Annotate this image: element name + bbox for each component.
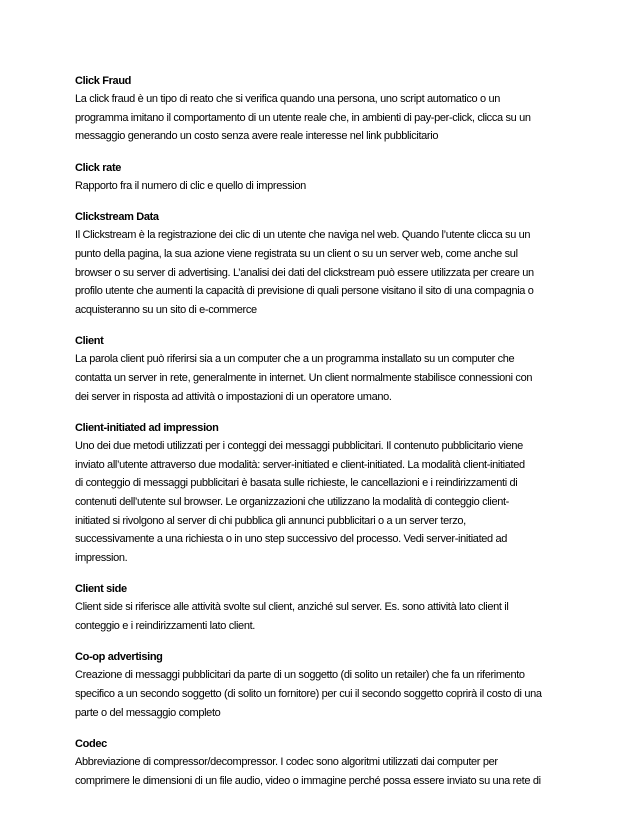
definition-line: profilo utente che aumenti la capacità di previsione di quali persone visitano il sito di una compagnia o (75, 285, 534, 298)
definition-line: Rapporto fra il numero di clic e quello di impression (75, 179, 306, 192)
term-definition (75, 753, 563, 790)
definition-line: conteggio e i reindirizzamenti lato client. (75, 619, 255, 632)
glossary-page (75, 72, 563, 803)
definition-line: messaggio generando un costo senza avere reale interesse nel link pubblicitario (75, 130, 439, 143)
definition-line: dei server in risposta ad attività o impostazioni di un operatore umano. (75, 390, 392, 403)
definition-line: successivamente a una richiesta o in uno step successivo del processo. Vedi server-initiated ad (75, 533, 508, 546)
entry-client-initiated-ad-impression (75, 419, 563, 567)
definition-line: punto della pagina, la sua azione viene registrata su un client o su un server web, come anche sul (75, 247, 518, 260)
definition-line: specifico a un secondo soggetto (di solito un fornitore) per cui il secondo soggetto coprirà il costo di una (75, 688, 542, 701)
definition-line: parte o del messaggio completo (75, 706, 221, 719)
term-heading: Click Fraud (75, 75, 132, 87)
entry-codec (75, 735, 563, 790)
definition-line: La parola client può riferirsi sia a un computer che a un programma installato su un computer che (75, 353, 515, 366)
entry-click-rate (75, 159, 563, 196)
definition-line: acquisteranno su un sito di e-commerce (75, 303, 257, 316)
definition-line: contenuti dell’utente sul browser. Le organizzazioni che utilizzano la modalità di conteggio client- (75, 495, 509, 508)
term-definition (75, 598, 563, 635)
definition-line: Il Clickstream è la registrazione dei clic di un utente che naviga nel web. Quando l’utente clicca su un (75, 229, 531, 242)
definition-line: contatta un server in rete, generalmente in internet. Un client normalmente stabilisce connessioni con (75, 371, 533, 384)
definition-line: Client side si riferisce alle attività svolte sul client, anziché sul server. Es. sono attività lato client il (75, 601, 509, 614)
definition-line: initiated si rivolgono al server di chi pubblica gli annunci pubblicitari o a un server terzo, (75, 514, 466, 527)
definition-line: impression. (75, 551, 128, 564)
term-definition (75, 90, 563, 146)
definition-line: comprimere le dimensioni di un file audio, video o immagine perché possa essere inviato su una rete di (75, 774, 541, 787)
entry-co-op-advertising (75, 648, 563, 722)
entry-clickstream-data (75, 208, 563, 319)
definition-line: programma imitano il comportamento di un utente reale che, in ambienti di pay-per-click, clicca su un (75, 111, 531, 124)
definition-line: Uno dei due metodi utilizzati per i conteggi dei messaggi pubblicitari. Il contenuto pubblicitario viene (75, 440, 523, 453)
entry-client (75, 332, 563, 406)
definition-line: La click fraud è un tipo di reato che si verifica quando una persona, uno script automatico o un (75, 93, 501, 105)
term-heading: Client side (75, 583, 127, 596)
term-definition (75, 666, 563, 722)
term-definition (75, 350, 563, 406)
definition-line: Abbreviazione di compressor/decompressor. I codec sono algoritmi utilizzati dai computer per (75, 756, 498, 769)
definition-line: di conteggio di messaggi pubblicitari è basata sulle richieste, le cancellazioni e i reindirizzamenti di (75, 477, 518, 490)
term-heading: Codec (75, 738, 107, 751)
definition-line: Creazione di messaggi pubblicitari da parte di un soggetto (di solito un retailer) che fa un riferimento (75, 669, 525, 682)
term-heading: Client (75, 335, 104, 348)
definition-line: inviato all’utente attraverso due modalità: server-initiated e client-initiated. La modalità client-initiated (75, 458, 525, 471)
term-heading: Clickstream Data (75, 211, 159, 224)
term-heading: Client-initiated ad impression (75, 422, 219, 435)
entry-client-side (75, 580, 563, 635)
term-heading: Click rate (75, 161, 122, 174)
term-heading: Co-op advertising (75, 651, 163, 664)
term-definition (75, 177, 563, 196)
term-definition (75, 437, 563, 567)
term-definition (75, 226, 563, 319)
entry-click-fraud (75, 72, 563, 146)
definition-line: browser o su server di advertising. L’analisi dei dati del clickstream può essere utilizzata per creare un (75, 266, 534, 279)
